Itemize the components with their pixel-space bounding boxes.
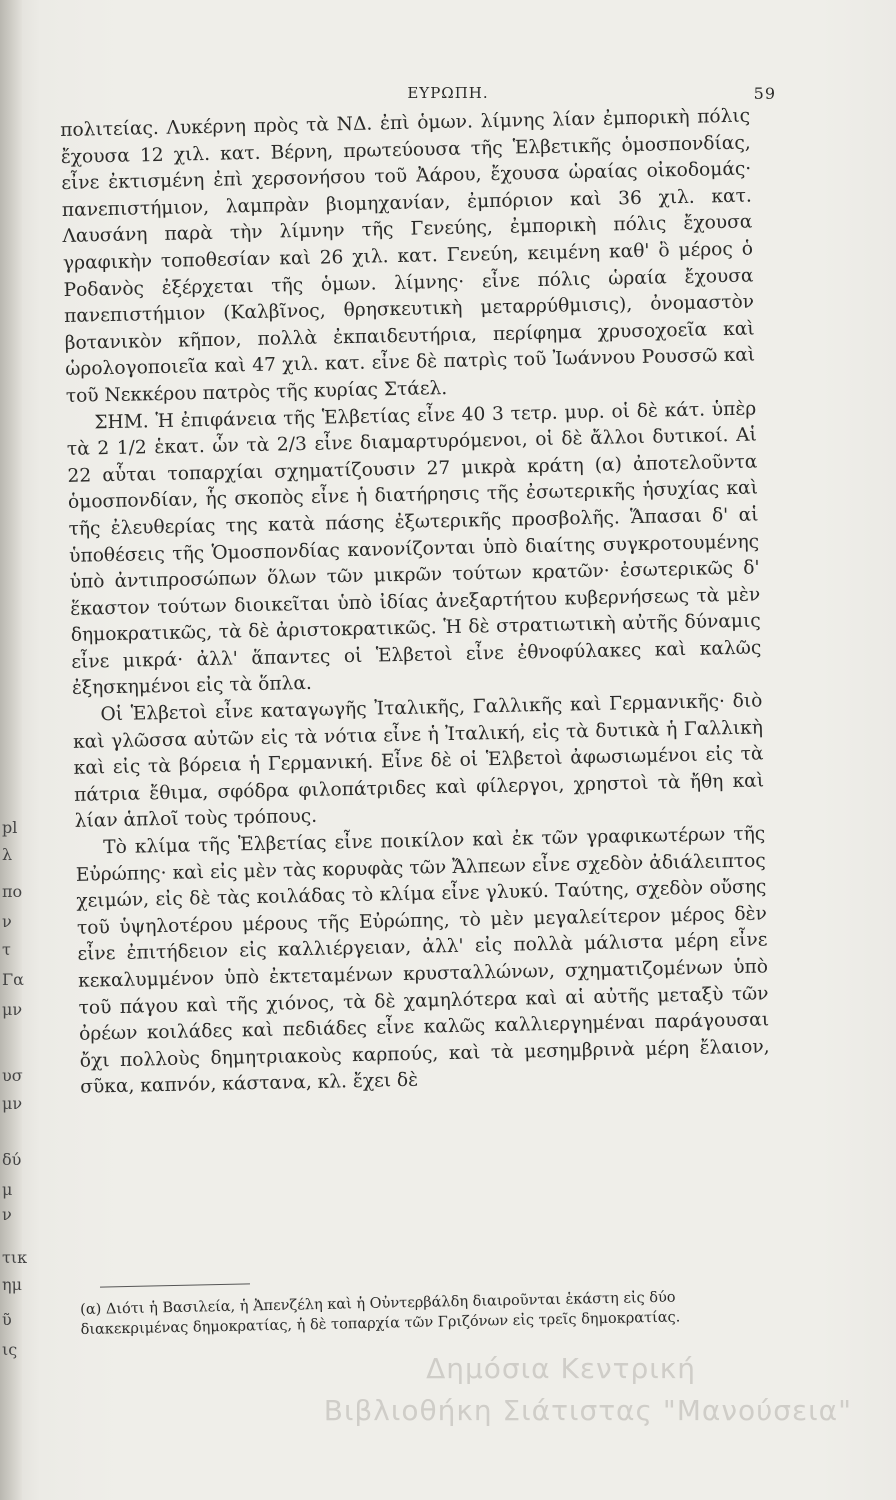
paragraph-cities: πολιτείας. Λυκέρνη πρὸς τὰ ΝΔ. ἐπὶ ὁμων. λίμνης λίαν ἐμπορικὴ πόλις ἔχουσα 12 χιλ. κατ. Βέρνη, πρωτεύουσα τῆς Ἑλβετικῆς ὁμοσπονδίας, εἶνε ἐκτισμένη ἐπὶ χερσονήσου τοῦ Ἀάρου, ἔχουσα ὡραίας οἰκοδομάς· πανεπιστήμιον, λαμπρὰν βιομηχανίαν, ἐμπόριον καὶ 36 χιλ. κατ. Λαυσάνη παρὰ τὴν λίμνην τῆς Γενεύης, ἐμπορικὴ πόλις ἔχουσα γραφικὴν τοποθεσίαν καὶ 26 χιλ. κατ. Γενεύη, κειμένη καθ' ὃ μέρος ὁ Ροδανὸς ἐξέρχεται τῆς ὁμων. λίμνης· εἶνε πόλις ὡραία ἔχουσα πανεπιστήμιον (Καλβῖνος, θρησκευτικὴ μεταρρύθμισις), ὀνομαστὸν βοτανικὸν κῆπον, πολλὰ ἐκπαιδευτήρια, περίφημα χρυσοχοεῖα καὶ ὡρολογοποιεῖα καὶ 47 χιλ. κατ. εἶνε δὲ πατρὶς τοῦ Ἰωάννου Ρουσσῶ καὶ τοῦ Νεκκέρου πατρὸς τῆς κυρίας Στάελ. bbox=[60, 105, 756, 407]
margin-fragment: Γα bbox=[2, 970, 24, 989]
margin-fragment: ν bbox=[2, 912, 12, 931]
margin-fragment: ις bbox=[2, 1340, 18, 1359]
margin-fragment: μ bbox=[2, 1180, 13, 1199]
margin-fragment: δύ bbox=[2, 1150, 22, 1169]
margin-fragment: τικ bbox=[2, 1248, 28, 1267]
margin-fragment: μν bbox=[2, 1094, 23, 1113]
running-header bbox=[0, 84, 896, 108]
margin-fragment: pl bbox=[2, 818, 18, 837]
watermark-line-1: Δημόσια Κεντρική bbox=[426, 1352, 696, 1385]
margin-fragment: λ bbox=[2, 845, 13, 864]
body-text bbox=[60, 104, 770, 1102]
margin-fragment: μν bbox=[2, 1000, 23, 1019]
page-number: 59 bbox=[753, 84, 776, 103]
paragraph-note: ΣΗΜ. Ἡ ἐπιφάνεια τῆς Ἑλβετίας εἶνε 40 3 τετρ. μυρ. οἱ δὲ κάτ. ὑπὲρ τὰ 2 1/2 ἑκατ. ὧν τὰ 2/3 εἶνε διαμαρτυρόμενοι, οἱ δὲ ἄλλοι δυτικοί. Αἱ 22 αὗται τοπαρχίαι σχηματίζουσιν 27 μικρὰ κράτη (α) ἀποτελοῦντα ὁμοσπονδίαν, ἧς σκοπὸς εἶνε ἡ διατήρησις τῆς ἐσωτερικῆς ἡσυχίας καὶ τῆς ἐλευθερίας της κατὰ πάσης ἐξωτερικῆς προσβολῆς. Ἅπασαι δ' αἱ ὑποθέσεις τῆς Ὁμοσπονδίας κανονίζονται ὑπὸ διαίτης συγκροτουμένης ὑπὸ ἀντιπροσώπων ὅλων τῶν μικρῶν τούτων κρατῶν· ἐσωτερικῶς δ' ἕκαστον τούτων διοικεῖται ὑπὸ ἰδίας ἀνεξαρτήτου κυβερνήσεως τὰ μὲν δημοκρατικῶς, τὰ δὲ ἀριστοκρατικῶς. Ἡ δὲ στρατιωτικὴ αὐτῆς δύναμις εἶνε μικρά· ἀλλ' ἅπαντες οἱ Ἑλβετοὶ εἶνε ἐθνοφύλακες καὶ καλῶς ἐξησκημένοι εἰς τὰ ὅπλα. bbox=[66, 398, 762, 700]
margin-fragment: πο bbox=[2, 882, 23, 901]
running-title: ΕΥΡΩΠΗ. bbox=[407, 84, 489, 102]
margin-fragment: τ bbox=[2, 940, 11, 959]
margin-fragment: ν bbox=[2, 1205, 12, 1224]
paragraph-climate: Τὸ κλίμα τῆς Ἑλβετίας εἶνε ποικίλον καὶ ἐκ τῶν γραφικωτέρων τῆς Εὐρώπης· καὶ εἰς μὲν τὰς κορυφὰς τῶν Ἄλπεων εἶνε σχεδὸν ἀδιάλειπτος χειμών, εἰς δὲ τὰς κοιλάδας τὸ κλίμα εἶνε γλυκύ. Ταύτης, σχεδὸν οὔσης τοῦ ὑψηλοτέρου μέρους τῆς Εὐρώπης, τὸ μὲν μεγαλείτερον μέρος δὲν εἶνε ἐπιτήδειον εἰς καλλιέργειαν, ἀλλ' εἰς πολλὰ μάλιστα μέρη εἶνε κεκαλυμμένον ὑπὸ ἐκτεταμένων κρυσταλλώνων, σχηματιζομένων ὑπὸ τοῦ πάγου καὶ τῆς χιόνος, τὰ δὲ χαμηλότερα καὶ αἱ αὐτῆς μεταξὺ τῶν ὀρέων κοιλάδες καὶ πεδιάδες εἶνε καλῶς καλλιεργημέναι παράγουσαι ὄχι πολλοὺς δημητριακοὺς καρπούς, καὶ τὰ μεσημβρινὰ μέρη ἔλαιον, σῦκα, καπνόν, κάστανα, κλ. ἔχει δὲ bbox=[75, 823, 770, 1099]
margin-fragment: ῦ bbox=[2, 1310, 12, 1329]
footnote-rule bbox=[100, 1283, 250, 1287]
margin-fragment: υσ bbox=[2, 1066, 23, 1085]
footnote: (α) Διότι ἡ Βασιλεία, ἡ Ἀπενζέλη καὶ ἡ Οὐντερβάλδη διαιροῦνται ἑκάστη εἰς δύο διακεκριμένας δημοκρατίας, ἡ δὲ τοπαρχία τῶν Γριζόνων εἰς τρεῖς δημοκρατίας. bbox=[80, 1289, 681, 1338]
watermark-line-2: Βιβλιοθήκη Σιάτιστας "Μανούσεια" bbox=[323, 1394, 852, 1427]
margin-fragment: ημ bbox=[2, 1275, 22, 1294]
paragraph-people: Οἱ Ἑλβετοὶ εἶνε καταγωγῆς Ἰταλικῆς, Γαλλικῆς καὶ Γερμανικῆς· διὸ καὶ γλῶσσα αὐτῶν εἰς τὰ νότια εἶνε ἡ Ἰταλική, εἰς τὰ δυτικὰ ἡ Γαλλικὴ καὶ εἰς τὰ βόρεια ἡ Γερμανική. Εἶνε δὲ οἱ Ἑλβετοὶ ἀφωσιωμένοι εἰς τὰ πάτρια ἔθιμα, σφόδρα φιλοπάτριδες καὶ φίλεργοι, χρηστοὶ τὰ ἤθη καὶ λίαν ἁπλοῖ τοὺς τρόπους. bbox=[72, 690, 765, 833]
